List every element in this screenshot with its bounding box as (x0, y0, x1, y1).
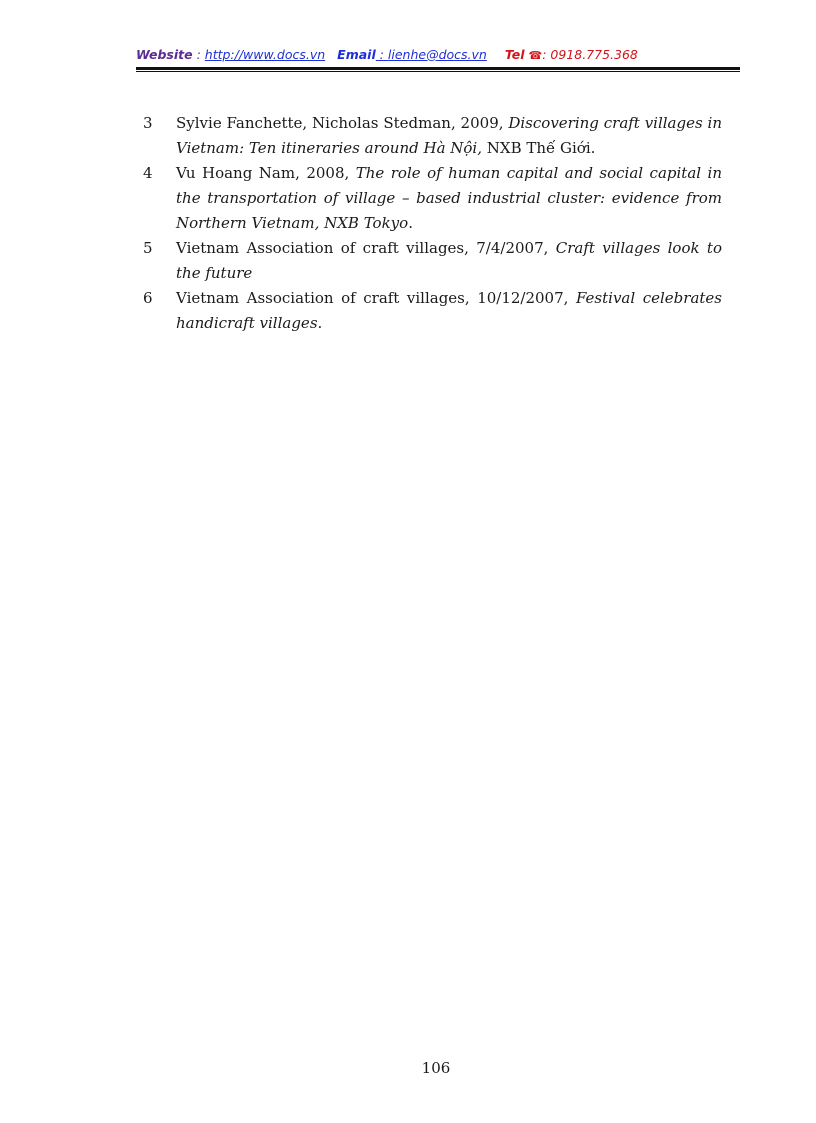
tel-number: : 0918.775.368 (542, 47, 638, 62)
reference-number: 5 (143, 239, 153, 257)
reference-text: Vietnam Association of craft villages, 10/12/2007, Festival celebrates handicraft villages. (176, 289, 722, 332)
reference-text: Sylvie Fanchette, Nicholas Stedman, 2009, Discovering craft villages in Vietnam: Ten itineraries around Hà Nội, NXB Thế Giới. (176, 114, 722, 157)
reference-item (143, 236, 722, 286)
website-separator: : (192, 47, 205, 62)
page-number: 106 (421, 1059, 451, 1077)
website-link[interactable]: http://www.docs.vn (204, 47, 326, 62)
phone-icon: ☎ (528, 49, 543, 62)
header-rule-thick (136, 67, 740, 70)
email-link[interactable]: lienhe@docs.vn (387, 47, 487, 62)
reference-text: Vu Hoang Nam, 2008, The role of human capital and social capital in the transportation of village – based industrial cluster: evidence from Northern Vietnam, NXB Tokyo. (176, 164, 722, 232)
reference-number: 6 (143, 289, 153, 307)
reference-number: 4 (143, 164, 153, 182)
reference-text: Vietnam Association of craft villages, 7/4/2007, Craft villages look to the future (176, 239, 722, 282)
email-label: Email (337, 47, 376, 62)
email-separator: : (375, 47, 388, 62)
header-rule-thin (136, 71, 740, 72)
website-label: Website (136, 47, 193, 62)
reference-item (143, 161, 722, 236)
reference-number: 3 (143, 114, 153, 132)
page-header (136, 47, 740, 62)
reference-item (143, 286, 722, 336)
reference-list (143, 111, 722, 336)
reference-item (143, 111, 722, 161)
tel-label: Tel (504, 47, 525, 62)
